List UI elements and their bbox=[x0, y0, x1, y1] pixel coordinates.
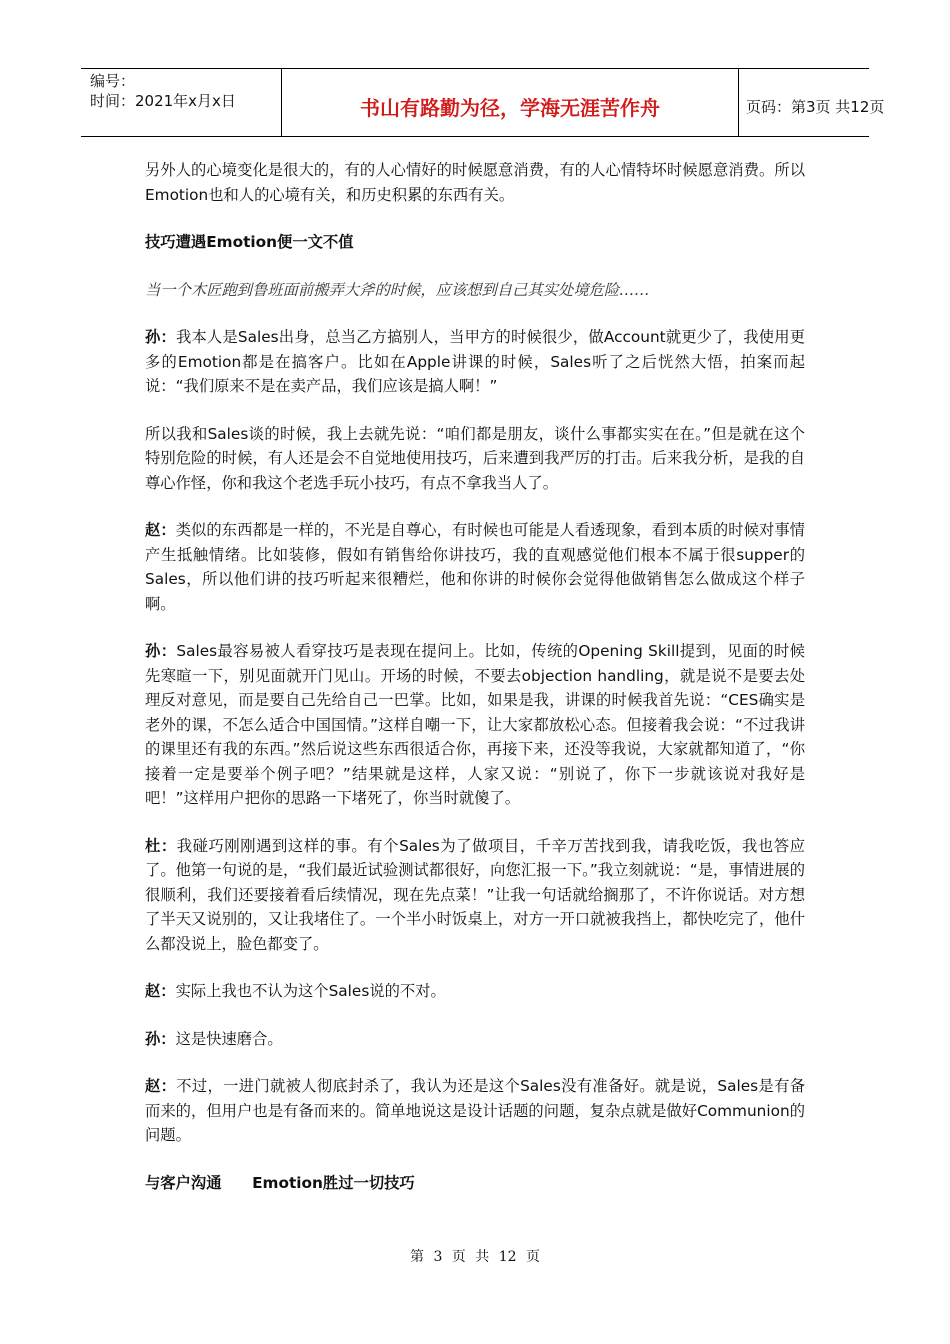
quote-paragraph bbox=[145, 278, 805, 303]
paragraph-text: 当一个木匠跑到鲁班面前搬弄大斧的时候，应该想到自己其实处境危险…… bbox=[145, 280, 650, 299]
speaker-label: 赵： bbox=[145, 1077, 177, 1095]
body-paragraph bbox=[145, 325, 805, 399]
paragraph-text: 类似的东西都是一样的，不光是自尊心，有时候也可能是人看透现象，看到本质的时候对事情产生抵触情绪。比如装修，假如有销售给你讲技巧，我的直观感觉他们根本不属于很supper的Sales，所以他们讲的技巧听起来很糟烂，他和你讲的时候你会觉得他做销售怎么做成这个样子啊。 bbox=[145, 521, 805, 613]
body-paragraph bbox=[145, 422, 805, 496]
section-heading bbox=[145, 230, 805, 255]
section-heading bbox=[145, 1171, 805, 1196]
speaker-label: 孙： bbox=[145, 642, 177, 660]
speaker-label: 赵： bbox=[145, 982, 176, 1000]
paragraph-text: 实际上我也不认为这个Sales说的不对。 bbox=[175, 982, 446, 1000]
document-body bbox=[145, 158, 805, 1218]
speaker-label: 孙： bbox=[145, 1029, 176, 1048]
paragraph-text: 所以我和Sales谈的时候，我上去就先说：“咱们都是朋友，谈什么事都实实在在。”但是就在这个特别危险的时候，有人还是会不自觉地使用技巧，后来遭到我严厉的打击。后来我分析，是我的自尊心作怪，你和我这个老选手玩小技巧，有点不拿我当人了。 bbox=[145, 424, 805, 492]
speaker-label: 杜： bbox=[145, 836, 177, 855]
page-footer: 第 3 页 共 12 页 bbox=[410, 1249, 540, 1265]
paragraph-text: 技巧遭遇Emotion便一文不值 bbox=[145, 233, 354, 251]
body-paragraph bbox=[145, 1027, 805, 1052]
paragraph-text: 不过，一进门就被人彻底封杀了，我认为还是这个Sales没有准备好。就是说，Sales是有备而来的，但用户也是有备而来的。简单地说这是设计话题的问题，复杂点就是做好Communion的问题。 bbox=[145, 1077, 805, 1144]
document-header bbox=[81, 68, 885, 137]
body-paragraph bbox=[145, 979, 805, 1004]
body-paragraph bbox=[145, 834, 805, 957]
paragraph-text: 这是快速磨合。 bbox=[175, 1029, 283, 1048]
body-paragraph bbox=[145, 158, 805, 207]
body-paragraph bbox=[145, 639, 805, 811]
number-label: 编号： bbox=[90, 72, 136, 90]
speaker-label: 赵： bbox=[145, 521, 176, 539]
speaker-label: 孙： bbox=[145, 328, 176, 346]
time-label: 时间：2021年x月x日 bbox=[90, 92, 236, 110]
body-paragraph bbox=[145, 1074, 805, 1148]
paragraph-text: 我本人是Sales出身，总当乙方搞别人，当甲方的时候很少，做Account就更少了，我使用更多的Emotion都是在搞客户。比如在Apple讲课的时候，Sales听了之后恍然大悟，拍案而起说：“我们原来不是在卖产品，我们应该是搞人啊！” bbox=[145, 328, 805, 395]
paragraph-text: 我碰巧刚刚遇到这样的事。有个Sales为了做项目，千辛万苦找到我，请我吃饭，我也答应了。他第一句说的是，“我们最近试验测试都很好，向您汇报一下。”我立刻就说：“是，事情进展的很顺利，我们还要接着看后续情况，现在先点菜！”让我一句话就给搁那了，不许你说话。对方想了半天又说别的，又让我堵住了。一个半小时饭桌上，对方一开口就被我挡上，都快吃完了，他什么都没说上，脸色都变了。 bbox=[145, 836, 805, 953]
paragraph-text: 另外人的心境变化是很大的，有的人心情好的时候愿意消费，有的人心情特坏时候愿意消费。所以Emotion也和人的心境有关，和历史积累的东西有关。 bbox=[145, 161, 805, 204]
paragraph-text: 与客户沟通 Emotion胜过一切技巧 bbox=[145, 1173, 415, 1192]
body-paragraph bbox=[145, 518, 805, 616]
paragraph-text: Sales最容易被人看穿技巧是表现在提问上。比如，传统的Opening Skill提到，见面的时候先寒暄一下，别见面就开门见山。开场的时候，不要去objection handling，就是说不是要去处理反对意见，而是要自己先给自己一巴掌。比如，如果是我，讲课的时候我首先说：“CES确实是老外的课，不怎么适合中国国情。”这样自嘲一下，让大家都放松心态。但接着我会说：“不过我讲的课里还有我的东西。”然后说这些东西很适合你，再接下来，还没等我说，大家就都知道了，“你接着一定是要举个例子吧？”结果就是这样，人家又说：“别说了，你下一步就该说对我好是吧！”这样用户把你的思路一下堵死了，你当时就傻了。 bbox=[145, 642, 805, 807]
header-meta-cell bbox=[81, 69, 281, 136]
header-motto: 书山有路勤为径，学海无涯苦作舟 bbox=[281, 69, 739, 136]
header-page-info: 页码：第3页 共12页 bbox=[746, 98, 885, 116]
